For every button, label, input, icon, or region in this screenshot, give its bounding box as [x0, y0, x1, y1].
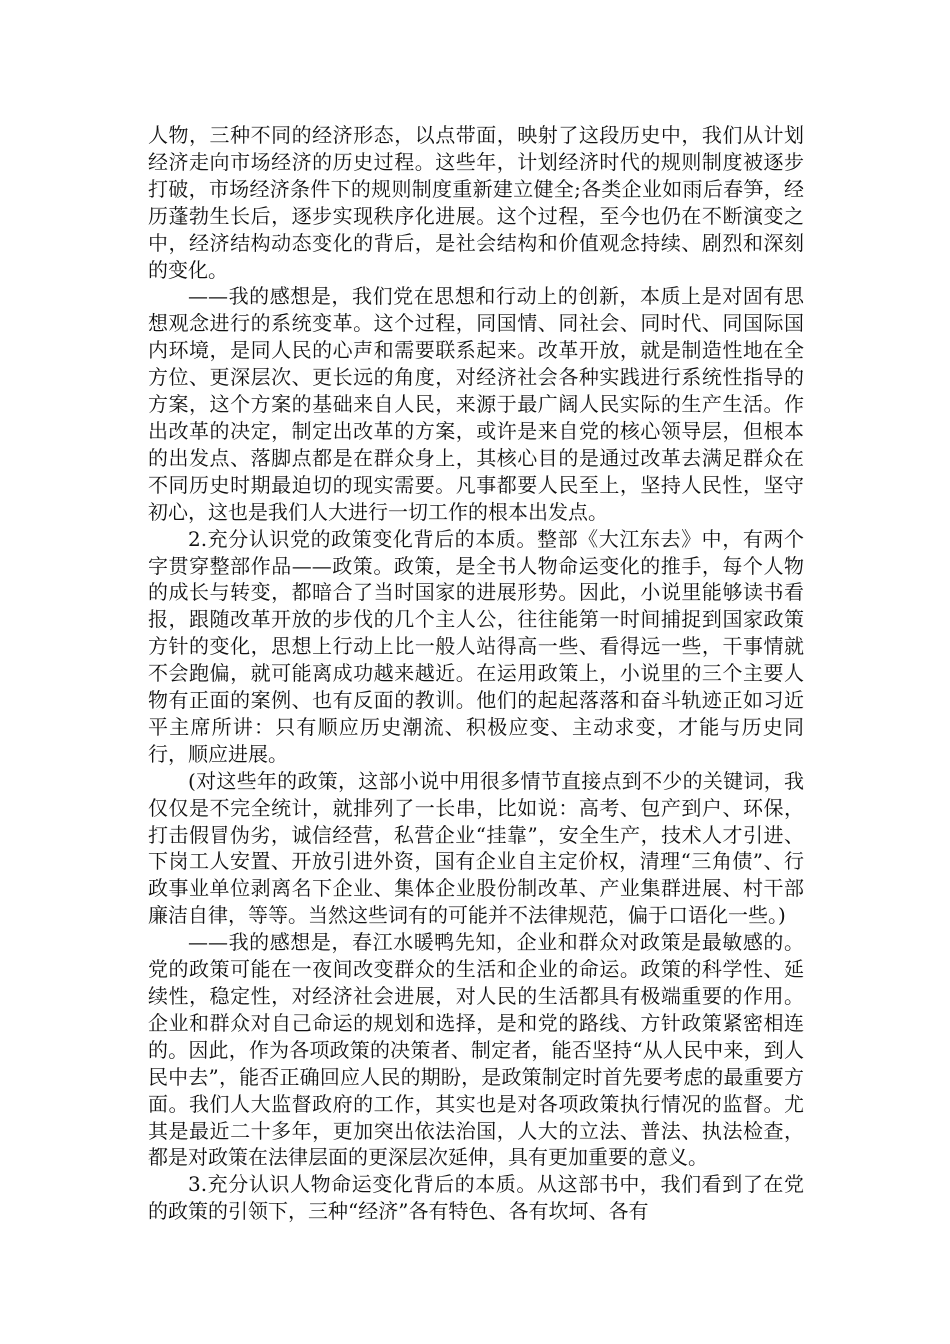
paragraph-reflection-policy: ——我的感想是，春江水暖鸭先知，企业和群众对政策是最敏感的。党的政策可能在一夜间改变群众的生活和企业的命运。政策的科学性、延续性，稳定性，对经济社会进展，对人民的生活都具有极端重要的作用。企业和群众对自己命运的规划和选择，是和党的路线、方针政策紧密相连的。因此，作为各项政策的决策者、制定者，能否坚持“从人民中来，到人民中去”，能否正确回应人民的期盼，是政策制定时首先要考虑的最重要方面。我们人大监督政府的工作，其实也是对各项政策执行情况的监督。尤其是最近二十多年，更加突出依法治国，人大的立法、普法、执法检查，都是对政策在法律层面的更深层次延伸，具有更加重要的意义。: [148, 930, 804, 1170]
paragraph-point-3-destiny: 3.充分认识人物命运变化背后的本质。从这部书中，我们看到了在党的政策的引领下，三种“经济”各有特色、各有坎坷、各有: [148, 1172, 804, 1224]
paragraph-continuation: 人物，三种不同的经济形态，以点带面，映射了这段历史中，我们从计划经济走向市场经济的历史过程。这些年，计划经济时代的规则制度被逐步打破，市场经济条件下的规则制度重新建立健全;各类企业如雨后春笋，经历蓬勃生长后，逐步实现秩序化进展。这个过程，至今也仍在不断演变之中，经济结构动态变化的背后，是社会结构和价值观念持续、剧烈和深刻的变化。: [148, 123, 804, 282]
document-page: [148, 122, 804, 1225]
paragraph-point-2-policy: 2.充分认识党的政策变化背后的本质。整部《大江东去》中，有两个字贯穿整部作品——政策。政策，是全书人物命运变化的推手，每个人物的成长与转变，都暗合了当时国家的进展形势。因此，小说里能够读书看报，跟随改革开放的步伐的几个主人公，往往能第一时间捕捉到国家政策方针的变化，思想上行动上比一般人站得高一些、看得远一些，干事情就不会跑偏，就可能离成功越来越近。在运用政策上，小说里的三个主要人物有正面的案例、也有反面的教训。他们的起起落落和奋斗轨迹正如习近平主席所讲：只有顺应历史潮流、积极应变、主动求变，才能与历史同行，顺应进展。: [148, 526, 804, 766]
paragraph-policy-keywords: (对这些年的政策，这部小说中用很多情节直接点到不少的关键词，我仅仅是不完全统计，就排列了一长串，比如说：高考、包产到户、环保，打击假冒伪劣，诚信经营，私营企业“挂靠”，安全生产，技术人才引进、下岗工人安置、开放引进外资，国有企业自主定价权，清理“三角债”、行政事业单位剥离名下企业、集体企业股份制改革、产业集群进展、村干部廉洁自律，等等。当然这些词有的可能并不法律规范，偏于口语化一些。): [148, 768, 804, 928]
paragraph-reflection-innovation: ——我的感想是，我们党在思想和行动上的创新，本质上是对固有思想观念进行的系统变革。这个过程，同国情、同社会、同时代、同国际国内环境，是同人民的心声和需要联系起来。改革开放，就是制造性地在全方位、更深层次、更长远的角度，对经济社会各种实践进行系统性指导的方案，这个方案的基础来自人民，来源于最广阔人民实际的生产生活。作出改革的决定，制定出改革的方案，或许是来自党的核心领导层，但根本的出发点、落脚点都是在群众身上，其核心目的是通过改革去满足群众在不同历史时期最迫切的现实需要。凡事都要人民至上，坚持人民性，坚守初心，这也是我们人大进行一切工作的根本出发点。: [148, 284, 804, 524]
